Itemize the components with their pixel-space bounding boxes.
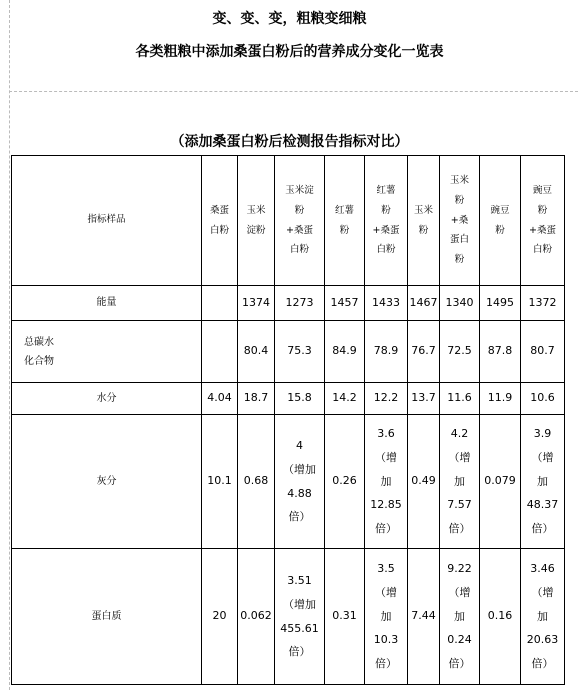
- column-header: 红薯 粉: [325, 156, 365, 286]
- table-cell: 1495: [480, 286, 521, 321]
- table-cell: 11.9: [480, 383, 521, 415]
- row-label: 能量: [12, 286, 202, 321]
- column-header: 豌豆 粉 +桑蛋 白粉: [521, 156, 565, 286]
- table-cell: 80.4: [238, 321, 275, 383]
- column-header: 红薯 粉 +桑蛋 白粉: [365, 156, 408, 286]
- table-row: [12, 383, 565, 415]
- table-cell: 3.51 （增加 455.61 倍）: [275, 549, 325, 685]
- table-cell: 80.7: [521, 321, 565, 383]
- column-header: 豌豆 粉: [480, 156, 521, 286]
- table-cell: 72.5: [440, 321, 480, 383]
- row-label: 蛋白质: [12, 549, 202, 685]
- table-cell: 13.7: [408, 383, 440, 415]
- table-row: [12, 286, 565, 321]
- column-header: 玉米 淀粉: [238, 156, 275, 286]
- table-cell: 87.8: [480, 321, 521, 383]
- row-label: 总碳水 化合物: [12, 321, 202, 383]
- table-cell: 1374: [238, 286, 275, 321]
- table-cell: 3.9 （增 加 48.37 倍）: [521, 415, 565, 549]
- row-label: 灰分: [12, 415, 202, 549]
- table-cell: 0.26: [325, 415, 365, 549]
- page-title: 变、变、变，粗粮变细粮: [212, 11, 367, 27]
- table-cell: 3.46 （增 加 20.63 倍）: [521, 549, 565, 685]
- table-cell: 0.079: [480, 415, 521, 549]
- table-cell: 1457: [325, 286, 365, 321]
- table-cell: 12.2: [365, 383, 408, 415]
- table-cell: 15.8: [275, 383, 325, 415]
- table-cell: 78.9: [365, 321, 408, 383]
- corner-header: 指标样品: [12, 156, 202, 286]
- table-cell: 84.9: [325, 321, 365, 383]
- table-caption: （添加桑蛋白粉后检测报告指标对比）: [170, 134, 409, 150]
- table-cell: 14.2: [325, 383, 365, 415]
- table-cell: 3.6 （增 加 12.85 倍）: [365, 415, 408, 549]
- table-cell: 4.04: [202, 383, 238, 415]
- section-divider: [9, 91, 578, 92]
- table-cell: 11.6: [440, 383, 480, 415]
- table-cell: 1372: [521, 286, 565, 321]
- table-cell: 0.49: [408, 415, 440, 549]
- row-label: 水分: [12, 383, 202, 415]
- column-header: 玉米 粉 +桑 蛋白 粉: [440, 156, 480, 286]
- table-cell: 1340: [440, 286, 480, 321]
- table-cell: 0.31: [325, 549, 365, 685]
- table-cell: 1467: [408, 286, 440, 321]
- table-cell: 0.062: [238, 549, 275, 685]
- table-cell: 10.1: [202, 415, 238, 549]
- table-cell: 10.6: [521, 383, 565, 415]
- table-cell: 75.3: [275, 321, 325, 383]
- table-cell: 20: [202, 549, 238, 685]
- table-cell: 7.44: [408, 549, 440, 685]
- table-row: [12, 321, 565, 383]
- table-cell: 4 （增加 4.88 倍）: [275, 415, 325, 549]
- table-cell: 9.22 （增 加 0.24 倍）: [440, 549, 480, 685]
- table-cell: 1433: [365, 286, 408, 321]
- table-cell: [202, 286, 238, 321]
- table-cell: 0.16: [480, 549, 521, 685]
- page-subtitle: 各类粗粮中添加桑蛋白粉后的营养成分变化一览表: [135, 44, 444, 60]
- table-cell: 3.5 （增 加 10.3 倍）: [365, 549, 408, 685]
- header-row: [12, 156, 565, 286]
- table-cell: 0.68: [238, 415, 275, 549]
- column-header: 玉米淀 粉 +桑蛋 白粉: [275, 156, 325, 286]
- column-header: 桑蛋 白粉: [202, 156, 238, 286]
- table-cell: 4.2 （增 加 7.57 倍）: [440, 415, 480, 549]
- nutrition-comparison-table: [11, 155, 565, 685]
- table-row: [12, 549, 565, 685]
- table-cell: [202, 321, 238, 383]
- table-row: [12, 415, 565, 549]
- table-cell: 76.7: [408, 321, 440, 383]
- table-cell: 18.7: [238, 383, 275, 415]
- column-header: 玉米 粉: [408, 156, 440, 286]
- table-cell: 1273: [275, 286, 325, 321]
